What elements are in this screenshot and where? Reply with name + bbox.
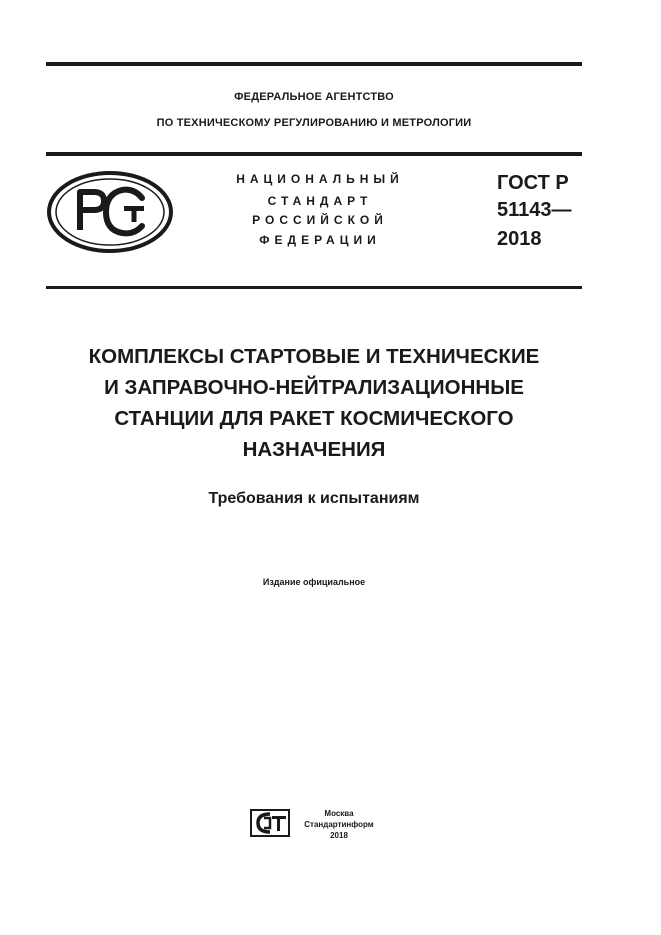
title-line-2: И ЗАПРАВОЧНО-НЕЙТРАЛИЗАЦИОННЫЕ (104, 376, 524, 399)
middle-rule (46, 152, 582, 156)
agency-line-2: ПО ТЕХНИЧЕСКОМУ РЕГУЛИРОВАНИЮ И МЕТРОЛОГИИ (156, 117, 472, 129)
gost-r-certification-icon (46, 170, 174, 254)
standard-type-line-3: РОССИЙСКОЙ (252, 213, 388, 227)
designation-line-1: ГОСТ Р (497, 172, 569, 194)
designation-line-2: 51143— (497, 199, 572, 221)
standard-type-line-4: ФЕДЕРАЦИИ (259, 233, 381, 247)
standard-type-line-2: СТАНДАРТ (267, 194, 373, 208)
designation-line-3: 2018 (497, 228, 542, 250)
edition-note: Издание официальное (262, 577, 366, 587)
publisher-city: Москва (324, 809, 354, 818)
title-line-3: СТАНЦИИ ДЛЯ РАКЕТ КОСМИЧЕСКОГО (114, 407, 514, 430)
standard-type-line-1: НАЦИОНАЛЬНЫЙ (236, 172, 404, 186)
document-title (46, 341, 582, 465)
top-rule (46, 62, 582, 66)
publisher-year: 2018 (330, 831, 348, 840)
bottom-rule (46, 286, 582, 289)
title-line-1: КОМПЛЕКСЫ СТАРТОВЫЕ И ТЕХНИЧЕСКИЕ (88, 345, 540, 368)
publisher-name: Стандартинформ (304, 820, 374, 829)
title-line-4: НАЗНАЧЕНИЯ (242, 438, 386, 461)
document-subtitle: Требования к испытаниям (208, 490, 420, 507)
agency-line-1: ФЕДЕРАЛЬНОЕ АГЕНТСТВО (234, 91, 394, 103)
standartinform-icon (250, 809, 290, 837)
